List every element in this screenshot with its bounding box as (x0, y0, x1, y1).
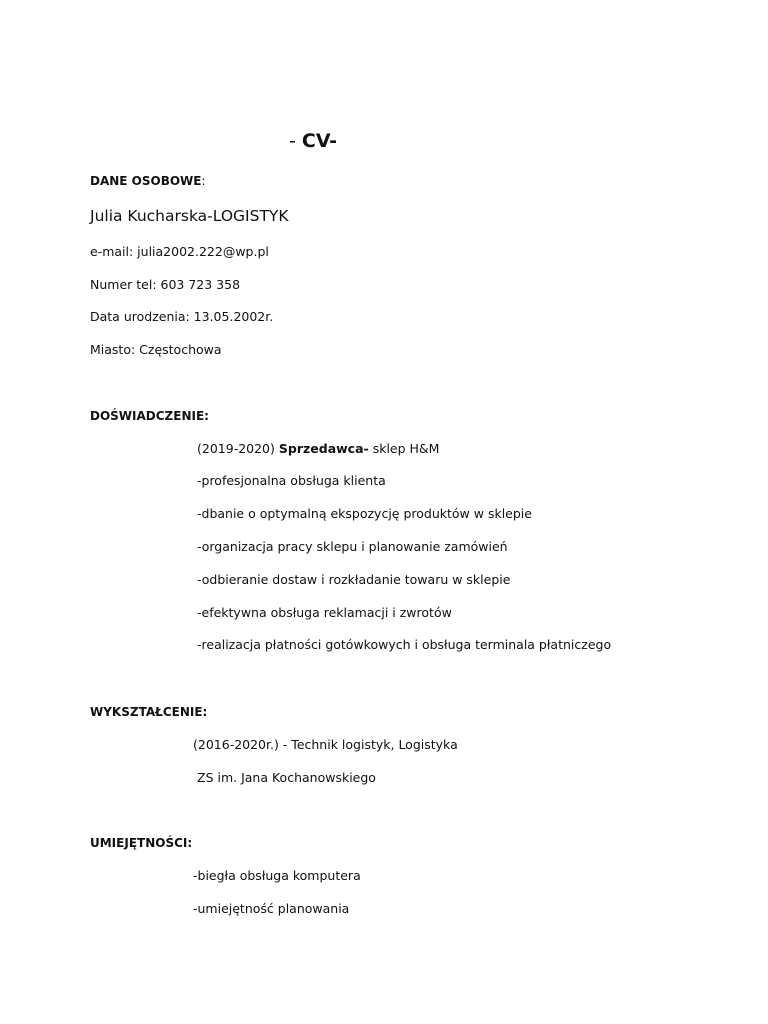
section-heading-education: WYKSZTAŁCENIE: (90, 705, 208, 719)
personal-heading: DANE OSOBOWE (90, 174, 202, 188)
experience-entry (197, 441, 439, 457)
section-heading-experience: DOŚWIADCZENIE: (90, 409, 209, 423)
duty-item: -realizacja płatności gotówkowych i obsługa terminala płatniczego (197, 637, 612, 652)
skill-item: -umiejętność planowania (193, 901, 350, 916)
full-name: Julia Kucharska-LOGISTYK (90, 207, 289, 225)
experience-place: sklep H&M (368, 441, 440, 456)
section-heading-personal (90, 173, 206, 189)
duty-item: -efektywna obsługa reklamacji i zwrotów (197, 605, 452, 620)
city-line: Miasto: Częstochowa (90, 342, 222, 357)
email-line: e-mail: julia2002.222@wp.pl (90, 244, 269, 259)
document-title (289, 129, 337, 153)
phone-line: Numer tel: 603 723 358 (90, 277, 241, 292)
education-school: ZS im. Jana Kochanowskiego (197, 770, 376, 785)
section-heading-skills: UMIEJĘTNOŚCI: (90, 836, 193, 850)
personal-heading-colon: : (201, 174, 206, 188)
birth-date-line: Data urodzenia: 13.05.2002r. (90, 309, 274, 324)
duty-item: -organizacja pracy sklepu i planowanie zamówień (197, 539, 508, 554)
title-main: CV- (301, 130, 338, 152)
duty-item: -odbieranie dostaw i rozkładanie towaru w sklepie (197, 572, 511, 587)
duty-item: -profesjonalna obsługa klienta (197, 473, 386, 488)
duty-item: -dbanie o optymalną ekspozycję produktów w sklepie (197, 506, 532, 521)
education-entry: (2016-2020r.) - Technik logistyk, Logistyka (193, 737, 458, 752)
experience-role: Sprzedawca- (278, 441, 369, 456)
experience-period: (2019-2020) (197, 441, 279, 456)
skill-item: -biegła obsługa komputera (193, 868, 361, 883)
title-prefix: - (289, 130, 302, 152)
